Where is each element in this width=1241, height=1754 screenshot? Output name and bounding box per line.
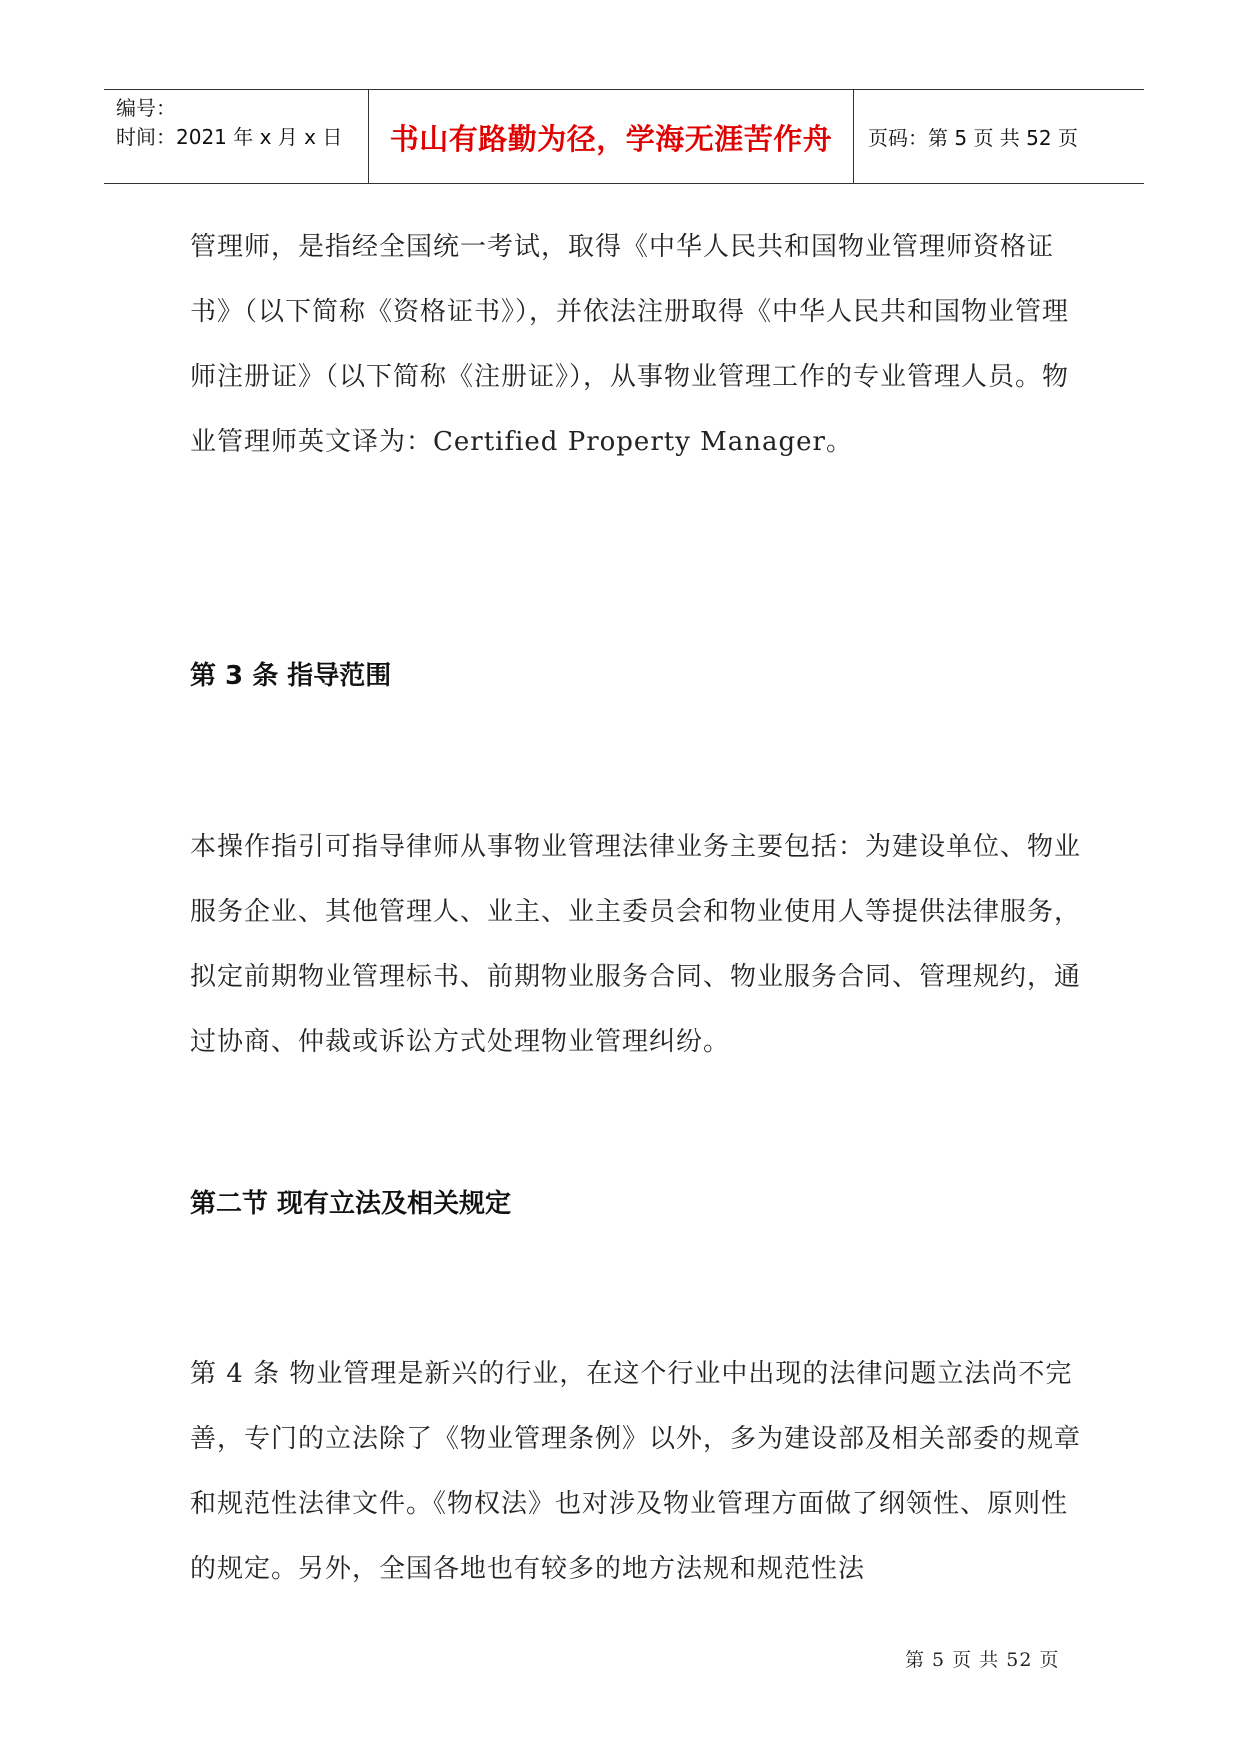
paragraph-article-4	[190, 1342, 1085, 1602]
paragraph-text: 本操作指引可指导律师从事物业管理法律业务主要包括：为建设单位、物业服务企业、其他管理人、业主、业主委员会和物业使用人等提供法律服务，拟定前期物业管理标书、前期物业服务合同、物业服务合同、管理规约，通过协商、仲裁或诉讼方式处理物业管理纠纷。	[190, 832, 1082, 1057]
header-info-cell	[104, 90, 368, 183]
paragraph-scope	[190, 815, 1085, 1075]
section-heading-part-2: 第二节 现有立法及相关规定	[190, 1189, 512, 1219]
section-heading-article-3: 第 3 条 指导范围	[190, 661, 392, 691]
header-motto: 书山有路勤为径，学海无涯苦作舟	[389, 122, 833, 156]
paragraph-text: 管理师，是指经全国统一考试，取得《中华人民共和国物业管理师资格证书》（以下简称《资格证书》），并依法注册取得《中华人民共和国物业管理师注册证》（以下简称《注册证》），从事物业管理工作的专业管理人员。物业管理师英文译为：Certified Property Manager。	[190, 232, 1070, 457]
header-page-cell	[854, 90, 1144, 183]
paragraph-definition	[190, 215, 1085, 475]
time-label: 时间：2021 年 x 月 x 日	[116, 125, 343, 149]
header-page-number: 页码：第 5 页 共 52 页	[868, 126, 1078, 150]
serial-number-label: 编号：	[116, 96, 176, 120]
page-header	[104, 89, 1144, 184]
header-motto-cell	[368, 90, 854, 183]
paragraph-text: 第 4 条 物业管理是新兴的行业，在这个行业中出现的法律问题立法尚不完善，专门的立法除了《物业管理条例》以外，多为建设部及相关部委的规章和规范性法律文件。《物权法》也对涉及物业管理方面做了纲领性、原则性的规定。另外，全国各地也有较多的地方法规和规范性法	[190, 1359, 1082, 1584]
footer-page-number: 第 5 页 共 52 页	[905, 1649, 1060, 1671]
